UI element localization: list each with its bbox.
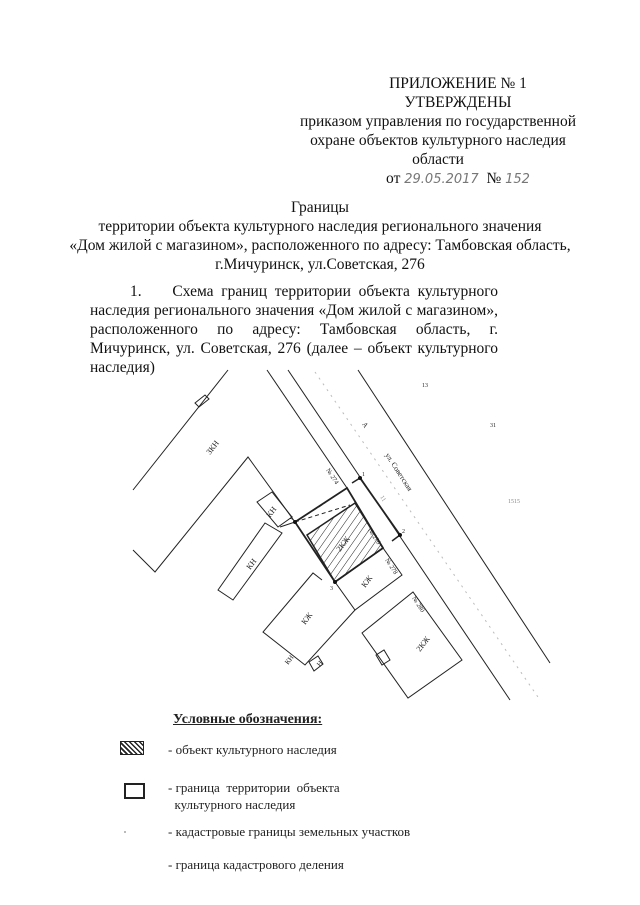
legend-boundary-icon <box>124 783 145 799</box>
label-kn-3: КН <box>283 653 296 667</box>
label-kn-2: КН <box>244 556 259 572</box>
number-prefix: № <box>486 170 502 187</box>
legend-hatch-icon <box>120 741 144 755</box>
paragraph-number: 1. <box>130 283 142 300</box>
order-date: 29.05.2017 <box>404 172 479 187</box>
legend-item-heritage: - объект культурного наследия <box>168 742 337 757</box>
label-n: Н <box>315 659 325 669</box>
label-2kzh-object: 2КЖ <box>334 534 352 554</box>
road-edge-left <box>267 370 347 488</box>
date-prefix: от <box>386 170 401 187</box>
label-280: № 280 <box>410 595 426 614</box>
legend-item-cadastral: - кадастровые границы земельных участков <box>168 824 411 839</box>
label-276: № 276 <box>366 527 382 546</box>
legend-cadastral-icon <box>124 831 126 833</box>
title-line-4: г.Мичуринск, ул.Советская, 276 <box>215 256 425 273</box>
title-line-2: территории объекта культурного наследия регионального значения <box>98 218 542 235</box>
label-kzh-2: КЖ <box>299 610 315 627</box>
legend-item-territory: - граница территории объекта культурного наследия <box>168 780 340 812</box>
label-274: № 274 <box>324 467 340 486</box>
quarter-1515: 1515 <box>508 499 520 505</box>
title-line-1: Границы <box>291 199 349 216</box>
legend-item-division: - граница кадастрового деления <box>168 857 344 872</box>
label-kzh-1: КЖ <box>359 573 375 590</box>
label-kn-1: КН <box>264 504 279 520</box>
building-2kzh <box>362 592 462 698</box>
paragraph-text: Схема границ территории объекта культурного наследия регионального значения «Дом жилой с магазином», расположенного по адресу: Тамбовская область, г. Мичуринск, ул. Советская, 276 (далее – объект культурного наследия) <box>90 283 499 376</box>
approved-label: УТВЕРЖДЕНЫ <box>404 94 512 111</box>
title-line-3: «Дом жилой с магазином», расположенного по адресу: Тамбовская область, <box>69 237 571 254</box>
point-2: 2 <box>402 529 405 535</box>
quarter-13: 13 <box>422 383 428 389</box>
quarter-31: 31 <box>490 423 496 429</box>
appendix-label: ПРИЛОЖЕНИЕ № 1 <box>389 75 527 92</box>
label-a: А <box>360 420 370 430</box>
point-3: 3 <box>330 586 333 592</box>
point-1: 1 <box>362 472 365 478</box>
label-278: № 278 <box>383 557 399 576</box>
order-number: 152 <box>505 172 530 187</box>
legend-title: Условные обозначения: <box>173 712 323 727</box>
label-distance: 11 <box>378 494 387 503</box>
label-street: ул. Советская <box>383 451 415 493</box>
label-3kn: ЗКН <box>204 438 221 457</box>
order-line-1: приказом управления по государственной <box>299 113 577 130</box>
label-2kzh: 2КЖ <box>414 634 432 654</box>
order-line-2: охране объектов культурного наследия области <box>310 132 566 168</box>
building-3kn <box>133 370 228 490</box>
point-4: 4 <box>290 516 293 522</box>
